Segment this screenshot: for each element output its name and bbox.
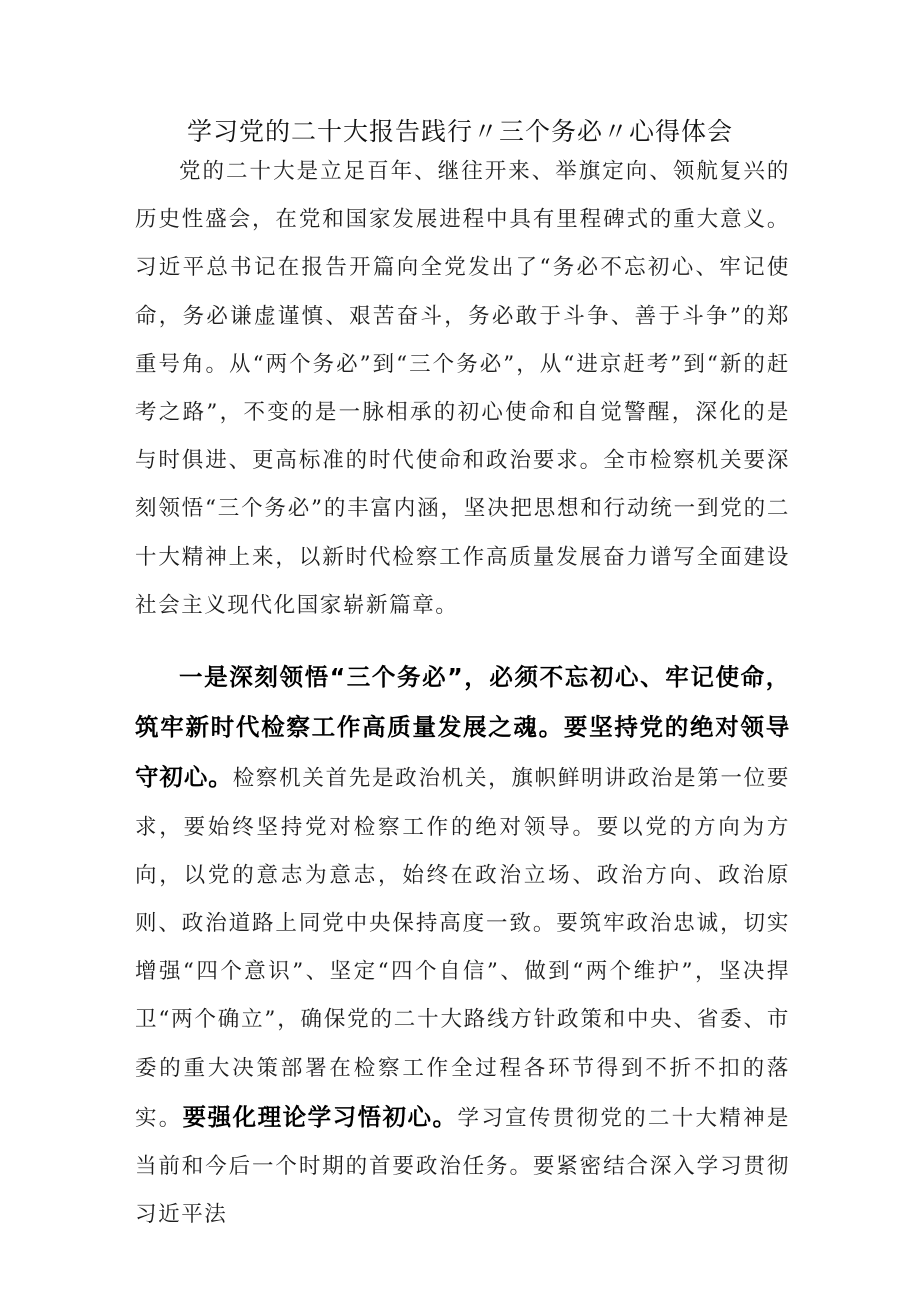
subpoint-one-heading: 要坚持党的绝对领导守初心。: [135, 713, 790, 792]
section-one-heading: 一是深刻领悟“三个务必”，必须不忘初心、牢记使命，筑牢新时代检察工作高质量发展之魂。: [135, 663, 790, 742]
subpoint-two-text: 学习宣传贯彻党的二十大精神是当前和今后一个时期的首要政治任务。要紧密结合深入学习贯彻习近平法: [135, 1105, 790, 1228]
intro-paragraph: 党的二十大是立足百年、继往开来、举旗定向、领航复兴的历史性盛会，在党和国家发展进程中具有里程碑式的重大意义。习近平总书记在报告开篇向全党发出了“务必不忘初心、牢记使命，务必谦虚谨慎、艰苦奋斗，务必敢于斗争、善于斗争”的郑重号角。从“两个务必”到“三个务必”，从“进京赶考”到“新的赶考之路”，不变的是一脉相承的初心使命和自觉警醒，深化的是与时俱进、更高标准的时代使命和政治要求。全市检察机关要深刻领悟“三个务必”的丰富内涵，坚决把思想和行动统一到党的二十大精神上来，以新时代检察工作高质量发展奋力谱写全面建设社会主义现代化国家崭新篇章。: [135, 159, 790, 618]
section-one-paragraph: [135, 653, 790, 1239]
subpoint-two-heading: 要强化理论学习悟初心。: [182, 1102, 458, 1131]
subpoint-one-text: 检察机关首先是政治机关，旗帜鲜明讲政治是第一位要求，要始终坚持党对检察工作的绝对领导。要以党的方向为方向，以党的意志为意志，始终在政治立场、政治方向、政治原则、政治道路上同党中央保持高度一致。要筑牢政治忠诚，切实增强“四个意识”、坚定“四个自信”、做到“两个维护”，坚决捍卫“两个确立”，确保党的二十大路线方针政策和中央、省委、市委的重大决策部署在检察工作全过程各环节得到不折不扣的落实。: [135, 766, 790, 1131]
document-title: 学习党的二十大报告践行〃三个务必〃心得体会: [186, 117, 733, 146]
